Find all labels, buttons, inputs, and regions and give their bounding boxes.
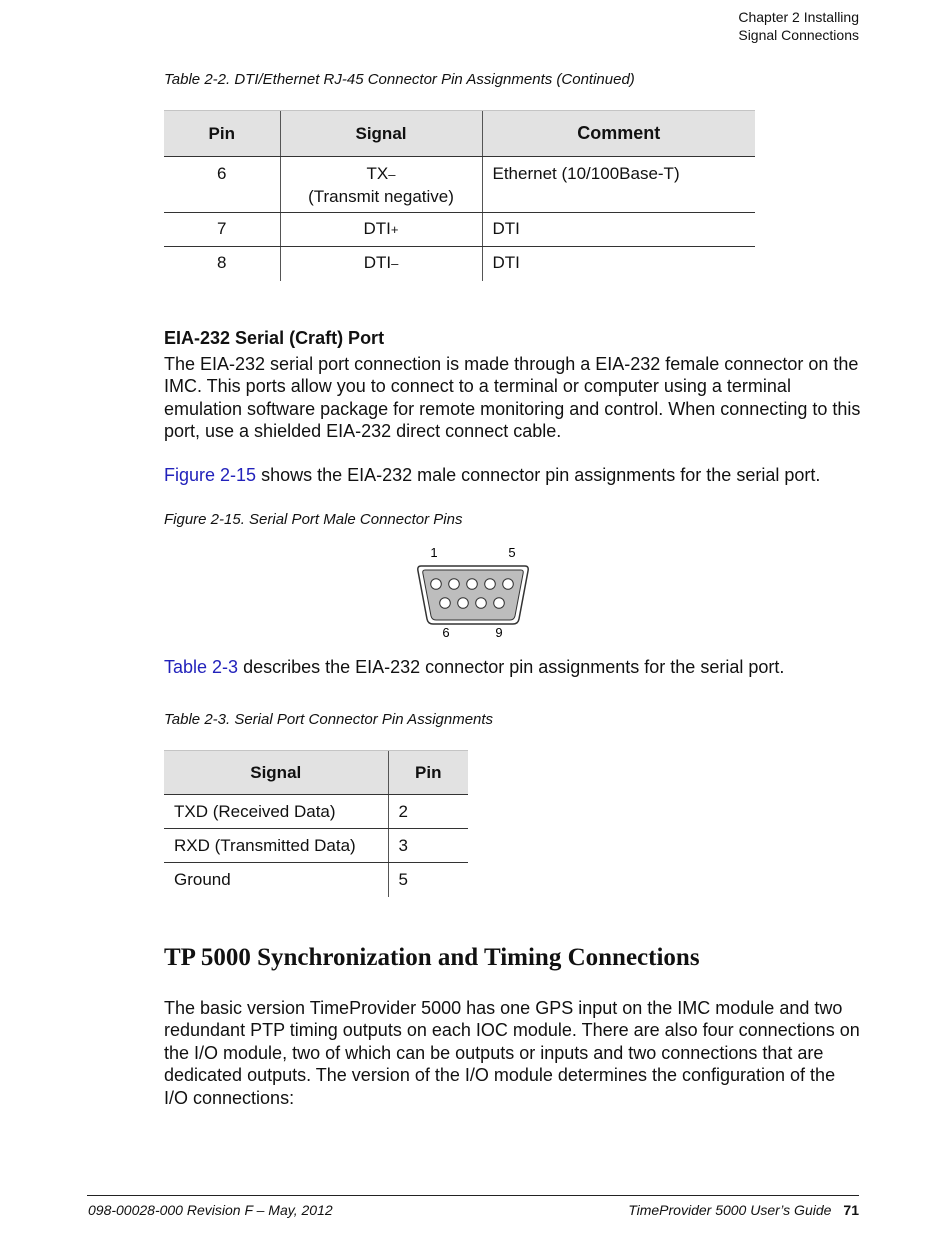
table-row <box>164 247 755 281</box>
cell-pin: 7 <box>164 213 280 247</box>
cell-comment: DTI <box>482 247 755 281</box>
cell-signal: TXD (Received Data) <box>164 795 388 829</box>
signal-name: DTI <box>363 253 392 272</box>
serial-port-paragraph: The EIA-232 serial port connection is made through a EIA-232 female connector on the IMC. This ports allow you to connect to a terminal or computer using a terminal emulation software package for remote monitoring and control. When connecting to this port, use a shielded EIA-232 direct connect cable. <box>164 354 861 442</box>
table-row <box>164 157 755 213</box>
cell-pin: 6 <box>164 157 280 213</box>
pin-label-6: 6 <box>442 625 450 640</box>
header-signal: Signal <box>280 111 482 157</box>
section-heading-serial-port: EIA-232 Serial (Craft) Port <box>164 328 385 348</box>
table-header-row <box>164 111 755 157</box>
signal-polarity: – <box>388 167 396 182</box>
table-row <box>164 863 468 897</box>
header-pin: Pin <box>164 111 280 157</box>
figure-2-15-link[interactable]: Figure 2-15 <box>164 465 257 485</box>
tp5000-paragraph: The basic version TimeProvider 5000 has one GPS input on the IMC module and two redundant PTP timing outputs on each IOC module. There are also four connections on the I/O module, two of which can be outputs or inputs and two connections that are dedicated outputs. The version of the I/O module determines the configuration of the I/O connections: <box>164 998 860 1108</box>
section-heading-tp5000: TP 5000 Synchronization and Timing Connections <box>164 944 700 971</box>
table-2-3-caption: Table 2-3. Serial Port Connector Pin Assignments <box>164 711 494 728</box>
table-header-row <box>164 751 468 795</box>
table-2-2 <box>164 110 755 281</box>
figure-2-15-caption: Figure 2-15. Serial Port Male Connector Pins <box>164 511 463 528</box>
cell-signal: Ground <box>174 869 231 889</box>
page-number: 71 <box>843 1202 859 1218</box>
signal-polarity: – <box>391 256 399 271</box>
table-reference-paragraph <box>164 656 864 678</box>
table-2-3 <box>164 750 468 897</box>
signal-name: DTI <box>363 219 391 238</box>
pin-label-1: 1 <box>430 545 438 560</box>
cell-signal <box>280 213 482 247</box>
figure-reference-text: shows the EIA-232 male connector pin assignments for the serial port. <box>256 465 821 485</box>
footer-guide-title: TimeProvider 5000 User’s Guide <box>628 1202 832 1218</box>
running-head-section: Signal Connections <box>738 26 859 43</box>
running-head-chapter: Chapter 2 Installing <box>738 9 859 25</box>
signal-note: (Transmit negative) <box>308 187 454 206</box>
signal-name: TX <box>366 164 389 183</box>
footer-doc-number: 098-00028-000 Revision F – May, 2012 <box>88 1202 333 1218</box>
header-comment: Comment <box>482 111 755 157</box>
footer-rule <box>87 1195 859 1196</box>
cell-comment: Ethernet (10/100Base-T) <box>482 157 755 213</box>
pin-label-9: 9 <box>495 625 503 640</box>
table-2-3-link[interactable]: Table 2-3 <box>164 657 239 677</box>
cell-comment: DTI <box>482 213 755 247</box>
footer-right <box>628 1202 859 1218</box>
cell-pin: 2 <box>388 795 468 829</box>
cell-pin: 8 <box>217 253 227 272</box>
table-row <box>164 213 755 247</box>
signal-polarity: + <box>390 222 399 237</box>
figure-reference-paragraph <box>164 464 864 486</box>
cell-pin: 3 <box>388 829 468 863</box>
pin-label-5: 5 <box>508 545 516 560</box>
running-head <box>738 9 859 44</box>
cell-signal <box>280 157 482 213</box>
header-pin: Pin <box>388 751 468 795</box>
table-row <box>164 829 468 863</box>
cell-signal <box>280 247 482 281</box>
table-row <box>164 795 468 829</box>
cell-pin: 5 <box>388 863 468 897</box>
table-2-2-caption: Table 2-2. DTI/Ethernet RJ-45 Connector Pin Assignments (Continued) <box>164 71 635 88</box>
table-reference-text: describes the EIA-232 connector pin assignments for the serial port. <box>238 657 785 677</box>
cell-signal: RXD (Transmitted Data) <box>164 829 388 863</box>
serial-connector-diagram <box>405 542 545 642</box>
connector-face <box>423 570 524 620</box>
header-signal: Signal <box>164 751 388 795</box>
